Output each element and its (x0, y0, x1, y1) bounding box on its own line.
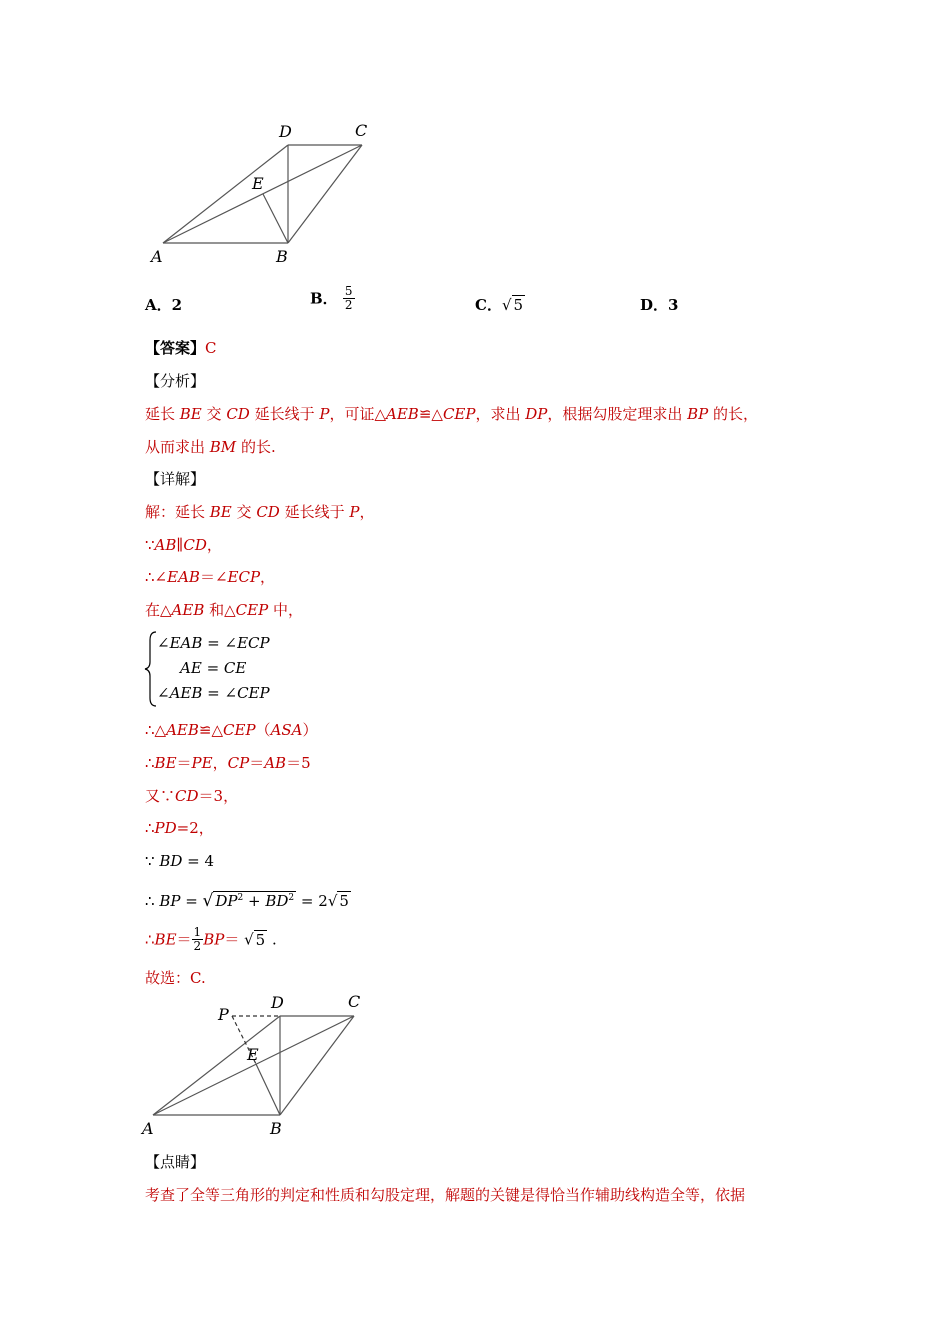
segment-BC (280, 1016, 354, 1115)
text-segment: BM (209, 438, 237, 456)
text-segment: ＝3， (198, 787, 239, 805)
segment-EB (256, 1064, 280, 1115)
segment-AD (163, 145, 288, 243)
text-segment: AB (264, 754, 287, 772)
label-E: E (252, 174, 264, 193)
text-segment: CE (223, 659, 247, 677)
text-segment: ， (206, 536, 222, 554)
segment-BC (288, 145, 362, 243)
text-segment: ＝∠ (199, 568, 228, 586)
text-segment: = (201, 659, 224, 677)
text-segment: PD (154, 819, 177, 837)
text-segment: ECP (227, 568, 261, 586)
text-segment: ， (260, 568, 276, 586)
text-segment: BP (687, 405, 709, 423)
text-segment: BD (159, 852, 183, 870)
label-D: D (279, 122, 292, 141)
fraction-1-2: $\frac{1}{2}$ (193, 925, 202, 953)
text-segment: ，根据勾股定理求出 (547, 405, 688, 423)
text-segment: ＝ (176, 754, 192, 772)
text-segment: AEB (386, 405, 419, 423)
text-segment: BE (179, 405, 202, 423)
text-segment: ASA (270, 721, 303, 739)
analysis-line-2 (145, 437, 276, 457)
text-segment: ∴△ (145, 721, 167, 739)
label-B: B (270, 1119, 282, 1138)
comment-tag: 【点睛】 (145, 1153, 206, 1171)
text-segment: CD (226, 405, 250, 423)
text-segment: 和△ (204, 601, 236, 619)
text-segment: 的长， (708, 405, 759, 423)
system-brace (144, 630, 158, 708)
text-segment: CEP (442, 405, 476, 423)
figure-parallelogram (140, 115, 380, 275)
text-segment: EAB (169, 634, 203, 652)
option-a: A．2 (145, 296, 183, 314)
comment-text: 考查了全等三角形的判定和性质和勾股定理，解题的关键是得恰当作辅助线构造全等，依据 (145, 1186, 746, 1204)
text-segment: 中， (268, 601, 303, 619)
detail-line-12: 故选：C. (145, 969, 206, 987)
answer-line: 【答案】C (145, 339, 217, 357)
detail-tag: 【详解】 (145, 470, 206, 488)
text-segment: ∵ (145, 852, 160, 870)
text-segment: =2， (176, 819, 214, 837)
system-row-1 (157, 633, 270, 653)
text-segment: ＝5 (286, 754, 311, 772)
text-segment: CD (256, 503, 280, 521)
text-segment: ， (212, 754, 228, 772)
detail-line-5 (145, 720, 318, 740)
label-B: B (276, 247, 288, 266)
detail-line-4 (145, 600, 303, 620)
label-E: E (247, 1045, 259, 1064)
text-segment: = ∠ (202, 634, 238, 652)
option-c: C．√ 5 (475, 296, 524, 314)
text-segment: AE (180, 659, 202, 677)
option-b: B． $\frac{5}{2}$ (310, 284, 353, 312)
text-segment: ≌△ (418, 405, 443, 423)
label-D: D (271, 993, 284, 1012)
text-segment: 交 (201, 405, 227, 423)
text-segment: ∴ (145, 754, 155, 772)
system-row-3 (157, 683, 270, 703)
label-A: A (142, 1119, 154, 1138)
text-segment: ） (302, 721, 318, 739)
text-segment: AEB (166, 721, 199, 739)
text-segment: P (349, 503, 360, 521)
text-segment: 延长线于 (249, 405, 320, 423)
text-segment: BE (209, 503, 232, 521)
text-segment: AB (154, 536, 177, 554)
text-segment: ∴∠ (145, 568, 168, 586)
text-segment: ， (359, 503, 375, 521)
fraction-5-2: $\frac{5}{2}$ (344, 284, 353, 312)
text-segment: ∵ (145, 536, 155, 554)
segment-EB (263, 194, 288, 243)
option-d: D．3 (640, 296, 679, 314)
text-segment: （ (255, 721, 271, 739)
label-C: C (355, 121, 368, 140)
text-segment: 解：延长 (145, 503, 210, 521)
figure-parallelogram-extended (140, 990, 370, 1140)
text-segment: ∥ (176, 536, 184, 554)
detail-line-6 (145, 753, 311, 773)
text-segment: ∠ (157, 684, 170, 702)
analysis-tag: 【分析】 (145, 372, 206, 390)
segment-AD (153, 1016, 280, 1115)
text-segment: = 4 (182, 852, 215, 870)
detail-line-1 (145, 502, 374, 522)
text-segment: ，求出 (475, 405, 526, 423)
segment-AC (163, 145, 362, 243)
system-row-2 (180, 658, 246, 678)
detail-line-10: ∴ BP = √ $DP^2 + BD^2 = 2√$ 5 (145, 891, 349, 911)
text-segment: 的长. (236, 438, 276, 456)
text-segment: AEB (171, 601, 205, 619)
detail-line-8 (145, 818, 214, 838)
text-segment: EAB (167, 568, 200, 586)
text-segment: ，可证△ (329, 405, 387, 423)
text-segment: ∴ (145, 819, 155, 837)
detail-line-3 (145, 567, 275, 587)
text-segment: 交 (231, 503, 257, 521)
text-segment: 延长线于 (279, 503, 350, 521)
text-segment: CP (227, 754, 250, 772)
text-segment: PE (191, 754, 213, 772)
text-segment: P (319, 405, 330, 423)
detail-line-2 (145, 535, 222, 555)
text-segment: CD (183, 536, 207, 554)
text-segment: CEP (223, 721, 256, 739)
text-segment: ECP (237, 634, 270, 652)
text-segment: BE (154, 754, 177, 772)
text-segment: CEP (237, 684, 270, 702)
text-segment: 又∵ (145, 787, 176, 805)
analysis-line-1 (145, 404, 758, 424)
text-segment: 在△ (145, 601, 172, 619)
label-A: A (151, 247, 163, 266)
label-C: C (348, 992, 361, 1011)
detail-line-9 (145, 851, 214, 871)
text-segment: 延长 (145, 405, 180, 423)
text-segment: 从而求出 (145, 438, 210, 456)
text-segment: AEB (169, 684, 203, 702)
text-segment: ∠ (157, 634, 170, 652)
text-segment: DP (525, 405, 548, 423)
text-segment: ≌△ (198, 721, 224, 739)
detail-line-11: ∴BE＝ $\frac{1}{2}$ BP＝ √ 5 . (145, 925, 277, 953)
text-segment: CEP (235, 601, 269, 619)
detail-line-7 (145, 786, 238, 806)
text-segment: = ∠ (202, 684, 238, 702)
text-segment: ＝ (249, 754, 265, 772)
label-P: P (218, 1005, 229, 1024)
segment-AC (153, 1016, 354, 1115)
text-segment: CD (175, 787, 199, 805)
